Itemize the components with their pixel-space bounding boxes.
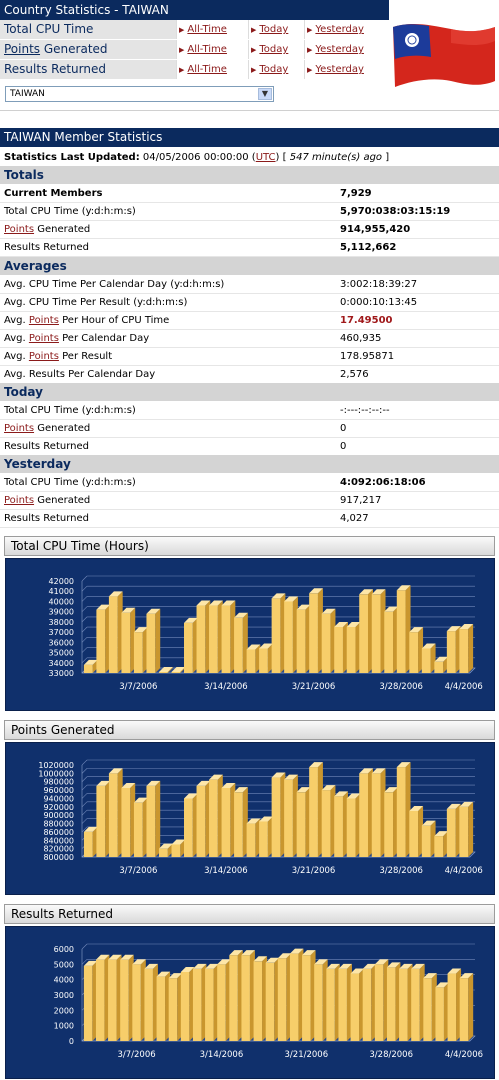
- stat-row: Avg. Points Per Hour of CPU Time 17.49500: [0, 312, 499, 330]
- bar: [96, 610, 105, 673]
- y-tick-label: 920000: [43, 802, 74, 812]
- y-tick-label: 940000: [43, 794, 74, 804]
- bar: [423, 978, 431, 1041]
- bar: [241, 955, 249, 1041]
- y-tick-label: 1000000: [38, 769, 74, 779]
- chart-title: Total CPU Time (Hours): [4, 536, 495, 556]
- nav-row-cpu-time: [0, 20, 389, 40]
- bar: [409, 811, 418, 857]
- bar-side: [468, 973, 473, 1041]
- y-tick-label: 34000: [48, 658, 74, 668]
- bar: [387, 967, 395, 1041]
- x-tick-label: 3/14/2006: [204, 866, 248, 876]
- nav-label-points: Points Generated: [0, 40, 176, 59]
- cpu-time-today-link[interactable]: ▶ Today: [248, 20, 304, 39]
- bar: [146, 786, 155, 857]
- bar: [159, 672, 168, 673]
- bar: [338, 969, 346, 1041]
- today-heading: Today: [0, 383, 499, 401]
- bar: [171, 672, 180, 673]
- bar: [399, 969, 407, 1041]
- taiwan-flag-image: [391, 21, 497, 91]
- bar: [384, 612, 393, 673]
- stat-row: Results Returned 4,027: [0, 510, 499, 528]
- last-updated: Statistics Last Updated: 04/05/2006 00:00:00 (UTC) [ 547 minute(s) ago ]: [4, 152, 390, 163]
- points-link[interactable]: Points: [4, 224, 35, 235]
- bar: [197, 786, 206, 857]
- y-tick-label: 1020000: [38, 761, 74, 770]
- bar: [302, 955, 310, 1041]
- bar: [109, 596, 118, 673]
- results-yesterday-link[interactable]: ▶ Yesterday: [304, 60, 389, 79]
- y-tick-label: 2000: [53, 1006, 74, 1016]
- bar: [222, 788, 231, 857]
- bar: [222, 606, 231, 673]
- bar: [351, 974, 359, 1041]
- nav-label-results: Results Returned: [0, 60, 176, 79]
- stat-row: Results Returned 5,112,662: [0, 239, 499, 257]
- bar: [448, 974, 456, 1041]
- gridline: [82, 793, 87, 798]
- points-link[interactable]: Points: [4, 495, 35, 506]
- x-tick-label: 3/14/2006: [199, 1050, 244, 1060]
- y-tick-label: 37000: [48, 628, 74, 638]
- bar: [272, 598, 281, 673]
- bar: [372, 773, 381, 857]
- gridline: [82, 768, 87, 773]
- bar: [363, 969, 371, 1041]
- bar: [247, 824, 256, 857]
- bar: [447, 809, 456, 857]
- member-stats-title: TAIWAN Member Statistics: [0, 128, 499, 147]
- bar: [157, 977, 165, 1041]
- bar: [96, 786, 105, 857]
- stat-row: Avg. Results Per Calendar Day 2,576: [0, 366, 499, 384]
- stat-row: Avg. Points Per Result 178.95871: [0, 348, 499, 366]
- arrow-right-icon: ▶: [307, 66, 313, 74]
- stat-row: Points Generated 0: [0, 420, 499, 438]
- bar: [434, 836, 443, 857]
- bar: [284, 780, 293, 857]
- cpu-time-chart-svg: [6, 559, 496, 712]
- bar: [209, 606, 218, 673]
- bar: [334, 796, 343, 857]
- y-tick-label: 35000: [48, 648, 74, 658]
- x-tick-label: 3/21/2006: [284, 1050, 329, 1060]
- y-tick-label: 800000: [43, 853, 74, 862]
- chart-title: Results Returned: [4, 904, 495, 924]
- x-tick-label: 3/21/2006: [291, 866, 336, 876]
- results-today-link[interactable]: ▶ Today: [248, 60, 304, 79]
- x-tick-label: 3/7/2006: [117, 1050, 156, 1060]
- arrow-right-icon: ▶: [251, 26, 257, 34]
- bar: [309, 767, 318, 857]
- bar: [459, 629, 468, 673]
- gridline: [82, 586, 87, 591]
- points-chart-svg: [6, 743, 496, 896]
- stat-row: Avg. CPU Time Per Result (y:d:h:m:s) 0:000:10:13:45: [0, 294, 499, 312]
- y-tick-label: 3000: [53, 991, 74, 1000]
- bar: [347, 798, 356, 857]
- gridline: [82, 637, 87, 642]
- divider: [0, 110, 499, 111]
- bar: [384, 792, 393, 857]
- bar: [132, 964, 140, 1041]
- bar: [229, 955, 237, 1041]
- arrow-right-icon: ▶: [179, 66, 185, 74]
- bar: [205, 969, 213, 1041]
- bar: [322, 790, 331, 857]
- bar: [297, 792, 306, 857]
- bar: [359, 594, 368, 673]
- arrow-right-icon: ▶: [251, 46, 257, 54]
- nav-label-cpu-time: Total CPU Time: [0, 20, 176, 39]
- stat-row: Total CPU Time (y:d:h:m:s) -:---:--:--:--: [0, 402, 499, 420]
- x-tick-label: 4/4/2006: [444, 1050, 484, 1060]
- bar: [447, 631, 456, 673]
- y-tick-label: 38000: [48, 617, 74, 627]
- bar: [272, 778, 281, 857]
- bar: [84, 966, 92, 1041]
- bar: [334, 627, 343, 673]
- stat-row: Current Members 7,929: [0, 185, 499, 203]
- x-tick-label: 3/21/2006: [291, 682, 336, 692]
- bar: [372, 594, 381, 673]
- y-tick-label: 39000: [48, 607, 74, 617]
- gridline: [82, 785, 87, 790]
- bar: [181, 972, 189, 1041]
- chevron-down-icon[interactable]: ▼: [258, 88, 272, 100]
- bar: [290, 954, 298, 1041]
- bar: [284, 601, 293, 673]
- bar: [409, 632, 418, 673]
- bar: [234, 792, 243, 857]
- bar-side: [155, 609, 160, 673]
- bar: [134, 803, 143, 857]
- bar: [297, 610, 306, 673]
- bar: [109, 773, 118, 857]
- bar: [184, 623, 193, 673]
- bar: [121, 788, 130, 857]
- bar: [121, 613, 130, 673]
- arrow-right-icon: ▶: [307, 26, 313, 34]
- y-tick-label: 880000: [43, 819, 74, 829]
- bar: [108, 960, 116, 1041]
- country-select[interactable]: TAIWAN ▼: [5, 86, 274, 102]
- y-tick-label: 5000: [53, 960, 74, 970]
- bar: [193, 969, 201, 1041]
- points-link[interactable]: Points: [4, 423, 35, 434]
- x-tick-label: 4/4/2006: [444, 866, 483, 876]
- results-chart: [5, 926, 495, 1079]
- points-link[interactable]: Points: [28, 315, 59, 326]
- yesterday-heading: Yesterday: [0, 455, 499, 473]
- results-all-time-link[interactable]: ▶ All-Time: [176, 60, 248, 79]
- arrow-right-icon: ▶: [251, 66, 257, 74]
- utc-link[interactable]: UTC: [255, 152, 276, 163]
- gridline: [82, 596, 87, 601]
- points-yesterday-link[interactable]: ▶ Yesterday: [304, 40, 389, 59]
- bar: [184, 798, 193, 857]
- bar: [234, 618, 243, 673]
- bar: [146, 614, 155, 673]
- y-tick-label: 42000: [48, 577, 74, 586]
- y-tick-label: 840000: [43, 836, 74, 846]
- results-chart-svg: [6, 927, 496, 1080]
- bar: [359, 773, 368, 857]
- x-tick-label: 3/28/2006: [369, 1050, 413, 1060]
- points-chart: [5, 742, 495, 895]
- bar: [322, 614, 331, 673]
- cpu-time-chart: [5, 558, 495, 711]
- cpu-time-yesterday-link[interactable]: ▶ Yesterday: [304, 20, 389, 39]
- bar-side: [468, 802, 473, 857]
- bar: [259, 648, 268, 673]
- nav-row-points: [0, 40, 389, 60]
- stat-row: Total CPU Time (y:d:h:m:s) 5,970:038:03:15:19: [0, 203, 499, 221]
- gridline: [82, 802, 87, 807]
- nav-row-results: [0, 60, 389, 80]
- bar: [197, 606, 206, 673]
- bar: [254, 961, 262, 1041]
- x-tick-label: 3/28/2006: [379, 682, 423, 692]
- bar: [134, 632, 143, 673]
- arrow-right-icon: ▶: [179, 26, 185, 34]
- gridline: [82, 944, 87, 949]
- bar: [209, 780, 218, 857]
- stat-row: Points Generated 914,955,420: [0, 221, 499, 239]
- stat-row: Total CPU Time (y:d:h:m:s) 4:092:06:18:06: [0, 474, 499, 492]
- cpu-time-all-time-link[interactable]: ▶ All-Time: [176, 20, 248, 39]
- y-tick-label: 960000: [43, 786, 74, 796]
- y-tick-label: 36000: [48, 638, 74, 648]
- y-tick-label: 4000: [53, 975, 74, 985]
- bar: [459, 807, 468, 857]
- y-tick-label: 820000: [43, 844, 74, 854]
- bar: [347, 627, 356, 673]
- bar: [247, 649, 256, 673]
- bar: [411, 969, 419, 1041]
- gridline: [82, 576, 87, 581]
- gridline: [82, 648, 87, 653]
- bar: [397, 590, 406, 673]
- y-tick-label: 0: [68, 1037, 74, 1046]
- bar: [84, 665, 93, 673]
- bar: [259, 821, 268, 857]
- bar: [326, 969, 334, 1041]
- stat-row: Avg. Points Per Calendar Day 460,935: [0, 330, 499, 348]
- stat-row: Avg. CPU Time Per Calendar Day (y:d:h:m:s) 3:002:18:39:27: [0, 276, 499, 294]
- bar: [217, 964, 225, 1041]
- gridline: [82, 627, 87, 632]
- bar: [84, 832, 93, 857]
- bar-side: [468, 624, 473, 673]
- bar: [278, 958, 286, 1041]
- points-today-link[interactable]: ▶ Today: [248, 40, 304, 59]
- x-tick-label: 3/7/2006: [119, 866, 158, 876]
- y-tick-label: 980000: [43, 777, 74, 787]
- gridline: [82, 810, 87, 815]
- bar: [169, 978, 177, 1041]
- bar: [159, 849, 168, 857]
- bar: [314, 964, 322, 1041]
- bar: [171, 844, 180, 857]
- y-tick-label: 6000: [53, 945, 74, 954]
- y-tick-label: 40000: [48, 597, 74, 607]
- x-tick-label: 3/7/2006: [119, 682, 158, 692]
- gridline: [82, 760, 87, 765]
- points-link[interactable]: Points: [28, 333, 59, 344]
- y-tick-label: 860000: [43, 827, 74, 837]
- gridline: [82, 777, 87, 782]
- bar: [375, 964, 383, 1041]
- bar: [144, 969, 152, 1041]
- bar: [460, 978, 468, 1041]
- x-tick-label: 3/14/2006: [204, 682, 248, 692]
- gridline: [82, 819, 87, 824]
- x-tick-label: 4/4/2006: [444, 682, 483, 692]
- stat-row: Results Returned 0: [0, 438, 499, 456]
- y-tick-label: 900000: [43, 811, 74, 821]
- chart-title: Points Generated: [4, 720, 495, 740]
- averages-heading: Averages: [0, 257, 499, 275]
- gridline: [82, 658, 87, 663]
- gridline: [82, 617, 87, 622]
- arrow-right-icon: ▶: [179, 46, 185, 54]
- bar: [96, 960, 104, 1041]
- bar: [434, 662, 443, 673]
- bar: [435, 987, 443, 1041]
- arrow-right-icon: ▶: [307, 46, 313, 54]
- y-tick-label: 41000: [48, 587, 74, 597]
- gridline: [82, 607, 87, 612]
- x-tick-label: 3/28/2006: [379, 866, 423, 876]
- points-link[interactable]: Points: [4, 42, 41, 56]
- bar: [266, 963, 274, 1041]
- y-tick-label: 1000: [53, 1021, 74, 1031]
- page-title: Country Statistics - TAIWAN: [0, 0, 389, 20]
- points-link[interactable]: Points: [28, 351, 59, 362]
- bar: [309, 593, 318, 673]
- bar: [422, 648, 431, 673]
- bar: [120, 960, 128, 1041]
- bar-side: [155, 781, 160, 857]
- stat-row: Points Generated 917,217: [0, 492, 499, 510]
- points-all-time-link[interactable]: ▶ All-Time: [176, 40, 248, 59]
- bar: [397, 767, 406, 857]
- y-tick-label: 33000: [48, 669, 74, 678]
- bar: [422, 826, 431, 857]
- totals-heading: Totals: [0, 166, 499, 184]
